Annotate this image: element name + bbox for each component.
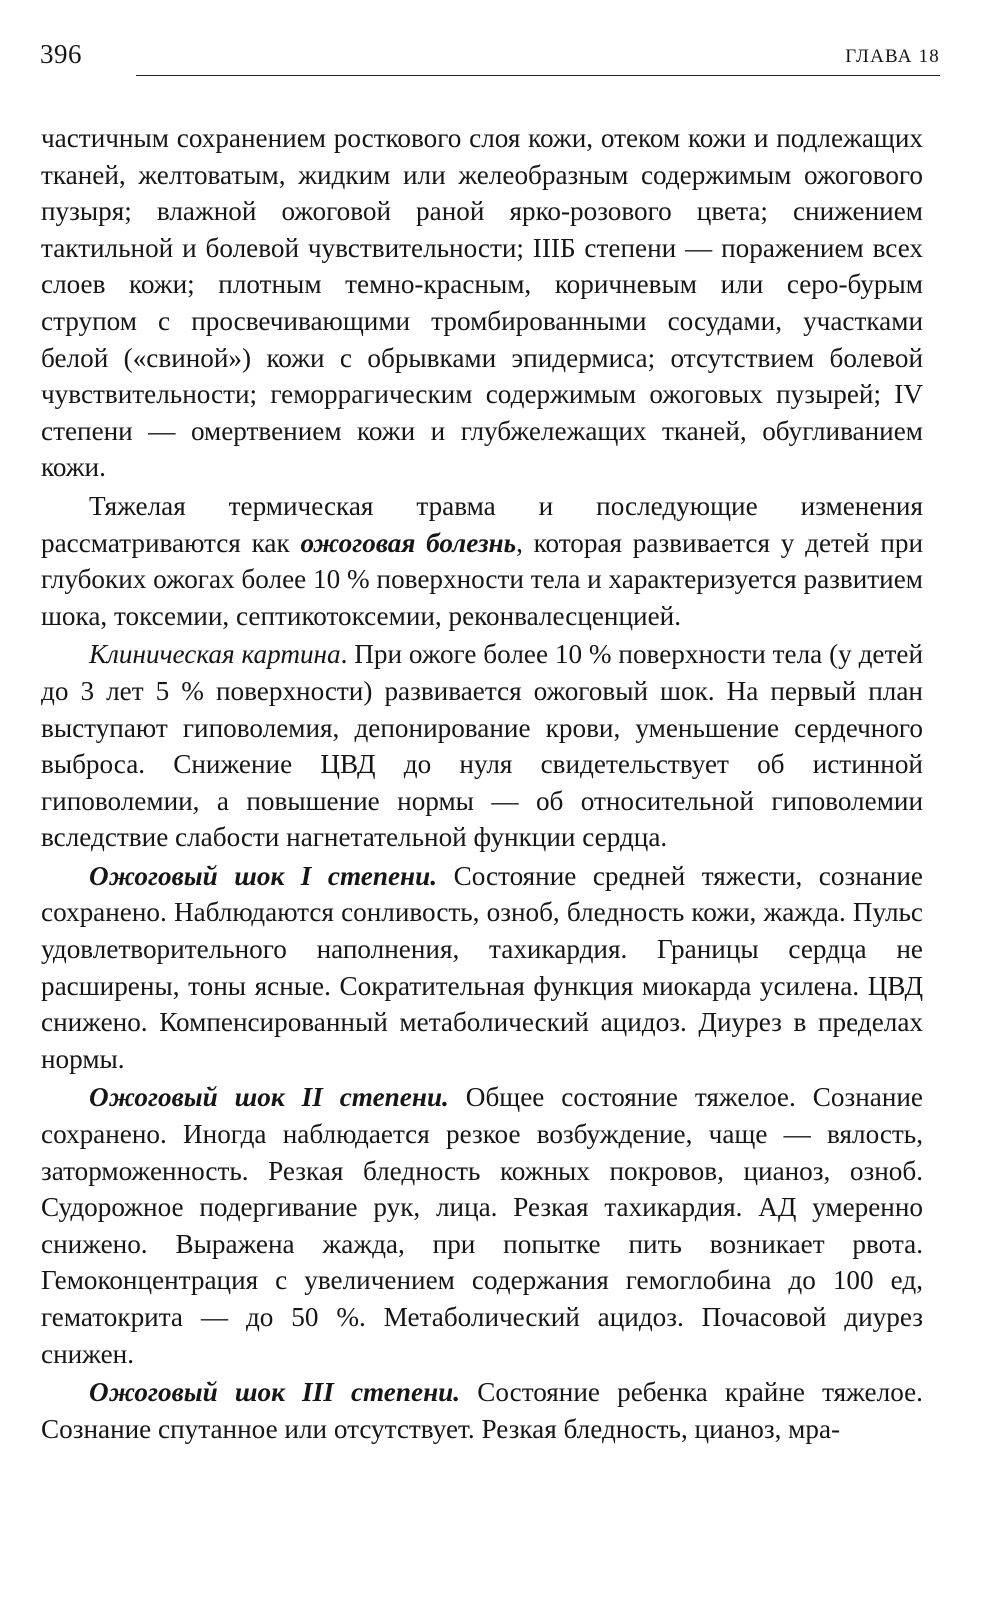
page-number: 396 [40,39,82,69]
paragraph-shock-1 [41,858,923,1078]
paragraph-text: Тяжелая термическая травма и последующие изменения рассматриваются как [41,490,923,558]
paragraph-text: Состояние ребенка крайне тяжелое. Сознание спутанное или отсутствует. Резкая бледность, цианоз, мра- [41,1377,923,1444]
section-lead: Ожоговый шок III степени. [89,1377,461,1408]
paragraph-shock-2 [41,1079,923,1372]
paragraph-shock-3 [41,1374,923,1447]
paragraph-text: , которая развивается у детей при глубоких ожогах более 10 % поверхности тела и характеризуется развитием шока, токсемии, септикотоксемии, реконвалесценцией. [41,527,924,631]
paragraph-text: . При ожоге более 10 % поверхности тела (у детей до 3 лет 5 % поверхности) развивается ожоговый шок. На первый план выступают гиповолемия, депонирование крови, уменьшение сердечного выброса. Снижение ЦВД до нуля свидетельствует об истинной гиповолемии, а повышение нормы — об относительной гиповолемии вследствие слабости нагнетательной функции сердца. [41,639,923,853]
paragraph-text: Состояние средней тяжести, сознание сохранено. Наблюдаются сонливость, озноб, бледность кожи, жажда. Пульс удовлетворительного наполнения, тахикардия. Границы сердца не расширены, тоны ясные. Сократительная функция миокарда усилена. ЦВД снижено. Компенсированный метаболический ацидоз. Диурез в пределах нормы. [41,860,923,1074]
paragraph-clinical-picture [41,636,923,856]
header-rule [136,75,940,76]
section-lead: Ожоговый шок II степени. [89,1082,449,1113]
chapter-title: ГЛАВА 18 [845,46,940,67]
section-lead: Ожоговый шок I степени. [89,860,438,891]
paragraph-text: Общее состояние тяжелое. Сознание сохранено. Иногда наблюдается резкое возбуждение, чаще — вялость, заторможенность. Резкая бледность кожных покровов, цианоз, озноб. Судорожное подергивание рук, лица. Резкая тахикардия. АД умеренно снижено. Выражена жажда, при попытке пить возникает рвота. Гемоконцентрация с увеличением содержания гемоглобина до 100 ед, гематокрита — до 50 %. Метаболический ацидоз. Почасовой диурез снижен. [41,1082,923,1369]
emphasized-term: ожоговая болезнь [300,527,517,558]
paragraph-text: частичным сохранением росткового слоя кожи, отеком кожи и подлежащих тканей, желтоватым, жидким или желеобразным содержимым ожогового пузыря; влажной ожоговой раной ярко-розового цвета; снижением тактильной и болевой чувствительности; IIIБ степени — поражением всех слоев кожи; плотным темно-красным, коричневым или серо-бурым струпом с просвечивающими тромбированными сосудами, участками белой («свиной») кожи с обрывками эпидермиса; отсутствием болевой чувствительности; геморрагическим содержимым ожоговых пузырей; IV степени — омертвением кожи и глубжележащих тканей, обугливанием кожи. [41,123,923,483]
running-head [40,34,940,80]
paragraph-burn-disease [41,488,923,634]
paragraph-continuation [41,120,923,486]
body-text [41,120,923,1449]
section-lead: Клиническая картина [89,639,341,670]
